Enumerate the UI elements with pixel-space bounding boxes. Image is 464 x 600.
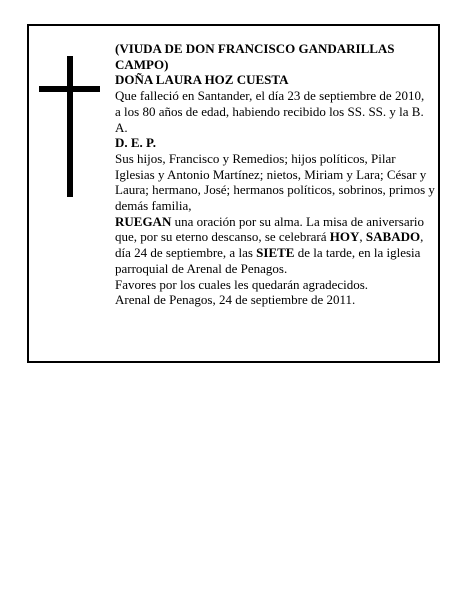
sabado-word: SABADO [365,229,421,245]
ruegan-word: RUEGAN [115,213,172,229]
place-date-line: Arenal de Penagos, 24 de septiembre de 2011. [115,292,356,308]
request-text-1: una oración por su alma. La misa de aniversario que, por su eterno descanso, se celebrará [115,213,425,245]
request-paragraph [115,214,435,277]
age-line: a los 80 años de edad, habiendo recibido los SS. SS. y la B. A. [115,103,424,135]
obituary-notice [27,24,440,363]
deceased-name: DOÑA LAURA HOZ CUESTA [115,72,289,88]
siete-word: SIETE [256,245,295,261]
thanks-line: Favores por los cuales les quedarán agradecidos. [115,276,369,292]
cross-icon-horizontal-bar [39,86,100,92]
request-text-2: , día 24 de septiembre, a las [115,229,424,261]
death-line: Que falleció en Santander, el día 23 de septiembre de 2010, [115,88,425,104]
hoy-word: HOY [329,229,360,245]
rip-line: D. E. P. [115,135,157,151]
request-comma: , [359,229,366,245]
widow-of-line: (VIUDA DE DON FRANCISCO GANDARILLAS CAMPO) [115,41,395,72]
cross-icon-vertical-bar [67,56,73,197]
obituary-text [115,41,435,308]
request-text-3: de la tarde, en la iglesia parroquial de Arenal de Penagos. [115,245,421,276]
family-line: Sus hijos, Francisco y Remedios; hijos políticos, Pilar Iglesias y Antonio Martínez; nietos, Miriam y Lara; César y Laura; hermano, José; hermanos políticos, sobrinos, primos y demás familia, [115,150,435,214]
